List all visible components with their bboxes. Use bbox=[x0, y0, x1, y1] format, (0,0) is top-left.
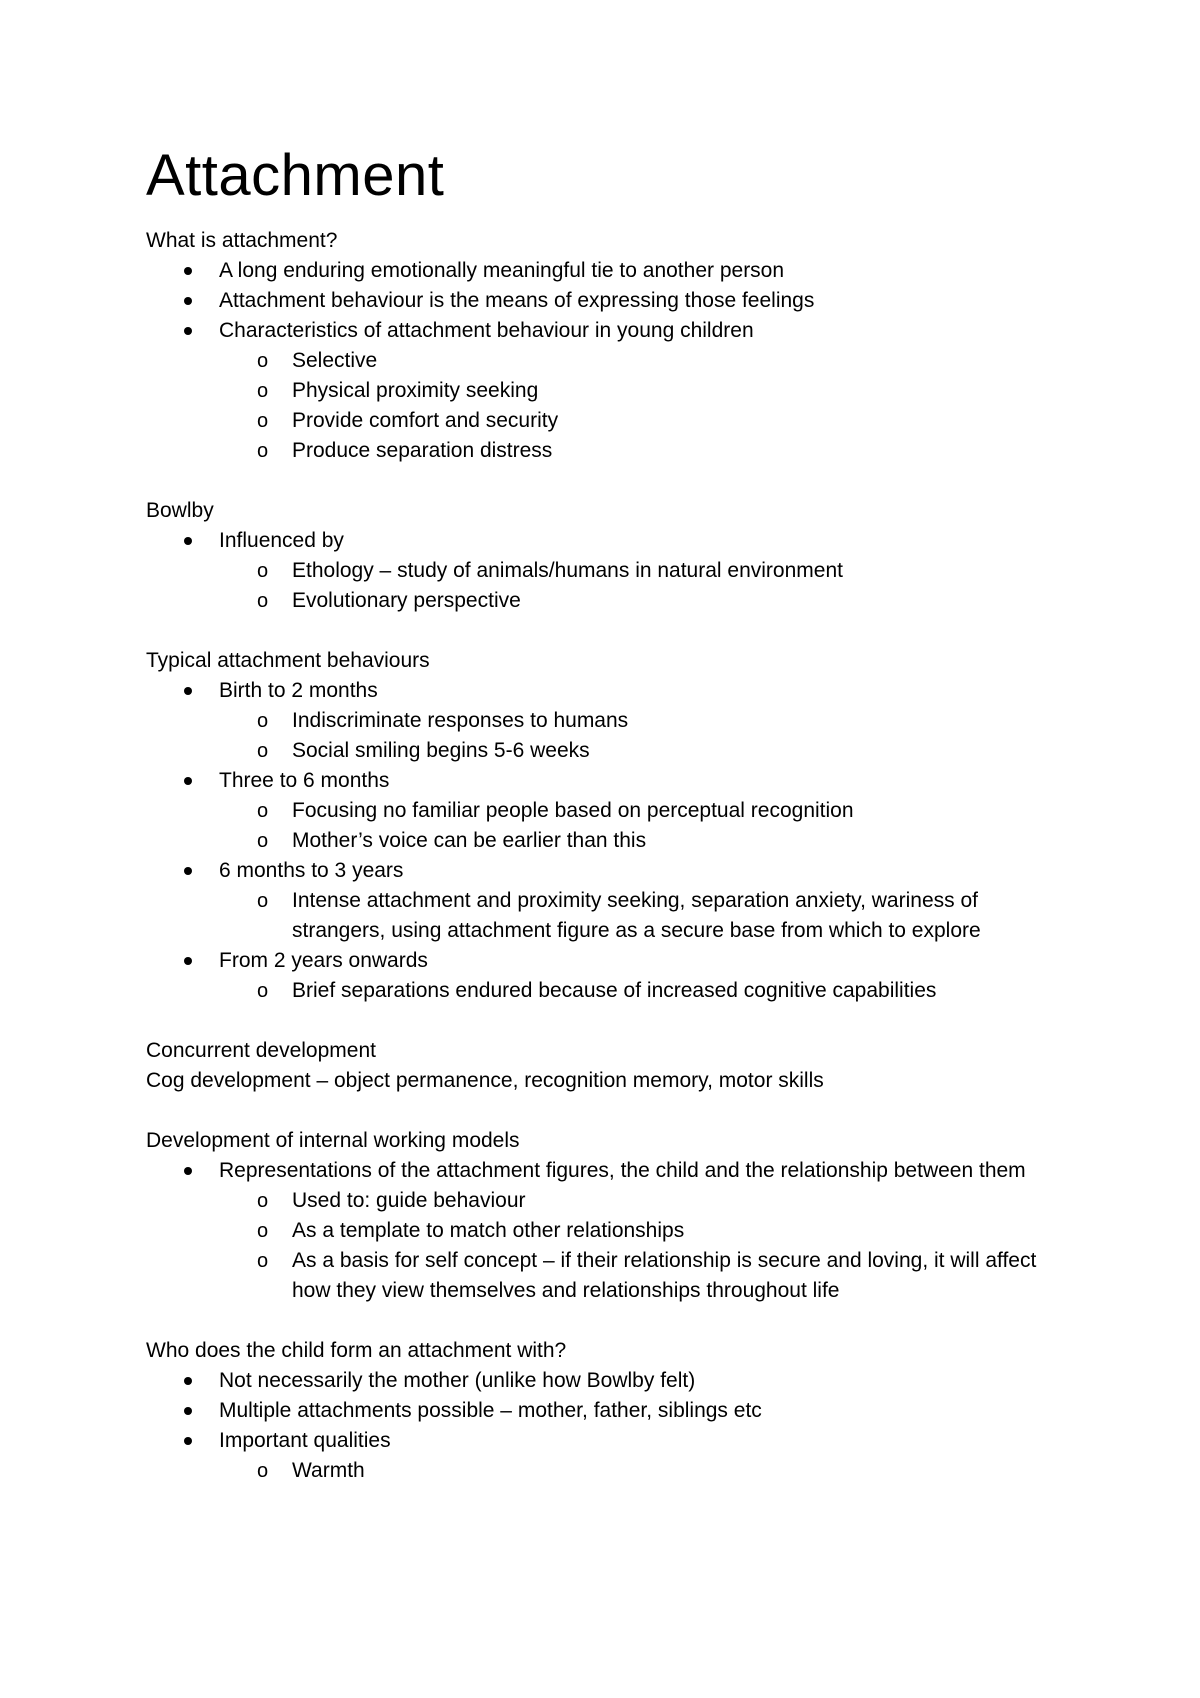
sub-list-item-text: Physical proximity seeking bbox=[292, 379, 539, 402]
circle-bullet-icon: o bbox=[257, 1250, 269, 1272]
circle-bullet-icon: o bbox=[257, 740, 269, 762]
bullet-dot-icon bbox=[184, 1437, 192, 1445]
sub-bullet-list bbox=[219, 796, 1046, 856]
list-item-text: Characteristics of attachment behaviour in young children bbox=[219, 319, 754, 342]
circle-bullet-icon: o bbox=[257, 1460, 269, 1482]
sub-list-item bbox=[219, 976, 1046, 1006]
sub-list-item bbox=[219, 736, 1046, 766]
bullet-dot-icon bbox=[184, 1377, 192, 1385]
section bbox=[146, 496, 1046, 616]
list-item bbox=[146, 856, 1046, 946]
bullet-dot-icon bbox=[184, 687, 192, 695]
sub-list-item-text: Intense attachment and proximity seeking, separation anxiety, wariness of strangers, using attachment figure as a secure base from which to explore bbox=[292, 889, 981, 942]
circle-bullet-icon: o bbox=[257, 980, 269, 1002]
sub-list-item bbox=[219, 826, 1046, 856]
sub-list-item bbox=[219, 436, 1046, 466]
circle-bullet-icon: o bbox=[257, 350, 269, 372]
sub-list-item-text: Produce separation distress bbox=[292, 439, 553, 462]
bullet-dot-icon bbox=[184, 777, 192, 785]
list-item bbox=[146, 1156, 1046, 1306]
list-item-text: 6 months to 3 years bbox=[219, 859, 404, 882]
bullet-dot-icon bbox=[184, 1407, 192, 1415]
list-item bbox=[146, 526, 1046, 616]
sub-bullet-list bbox=[219, 886, 1046, 946]
list-item-text: Not necessarily the mother (unlike how Bowlby felt) bbox=[219, 1369, 696, 1392]
sub-list-item-text: As a template to match other relationships bbox=[292, 1219, 685, 1242]
sub-list-item-text: Ethology – study of animals/humans in natural environment bbox=[292, 559, 843, 582]
bullet-dot-icon bbox=[184, 957, 192, 965]
section-text: Cog development – object permanence, recognition memory, motor skills bbox=[146, 1069, 824, 1092]
section-heading: Typical attachment behaviours bbox=[146, 649, 430, 672]
sub-list-item-text: Mother’s voice can be earlier than this bbox=[292, 829, 647, 852]
section bbox=[146, 1036, 1046, 1096]
list-item bbox=[146, 946, 1046, 1006]
bullet-list bbox=[146, 256, 1046, 466]
list-item-text: Birth to 2 months bbox=[219, 679, 378, 702]
sub-list-item bbox=[219, 346, 1046, 376]
sub-bullet-list bbox=[219, 556, 1046, 616]
list-item bbox=[146, 256, 1046, 286]
sub-list-item-text: Social smiling begins 5-6 weeks bbox=[292, 739, 590, 762]
sub-list-item bbox=[219, 1216, 1046, 1246]
document-title: Attachment bbox=[146, 143, 445, 208]
sub-list-item bbox=[219, 706, 1046, 736]
list-item bbox=[146, 286, 1046, 316]
section-heading: Bowlby bbox=[146, 499, 214, 522]
circle-bullet-icon: o bbox=[257, 410, 269, 432]
list-item-text: Influenced by bbox=[219, 529, 344, 552]
document-page bbox=[146, 140, 1046, 1486]
bullet-list bbox=[146, 676, 1046, 1006]
sub-list-item-text: As a basis for self concept – if their relationship is secure and loving, it will affect how they view themselves and relationships throughout life bbox=[292, 1249, 1037, 1302]
circle-bullet-icon: o bbox=[257, 710, 269, 732]
list-item bbox=[146, 316, 1046, 466]
list-item bbox=[146, 1396, 1046, 1426]
bullet-dot-icon bbox=[184, 297, 192, 305]
sub-bullet-list bbox=[219, 706, 1046, 766]
section bbox=[146, 646, 1046, 1006]
circle-bullet-icon: o bbox=[257, 380, 269, 402]
sub-bullet-list bbox=[219, 1456, 1046, 1486]
circle-bullet-icon: o bbox=[257, 830, 269, 852]
list-item-text: Three to 6 months bbox=[219, 769, 390, 792]
list-item-text: A long enduring emotionally meaningful tie to another person bbox=[219, 259, 785, 282]
bullet-dot-icon bbox=[184, 537, 192, 545]
circle-bullet-icon: o bbox=[257, 890, 269, 912]
section-heading: Development of internal working models bbox=[146, 1129, 520, 1152]
list-item-text: From 2 years onwards bbox=[219, 949, 428, 972]
sub-list-item-text: Evolutionary perspective bbox=[292, 589, 521, 612]
list-item bbox=[146, 676, 1046, 766]
section-heading: What is attachment? bbox=[146, 229, 338, 252]
sub-list-item bbox=[219, 1246, 1046, 1306]
bullet-list bbox=[146, 1366, 1046, 1486]
section-heading: Concurrent development bbox=[146, 1039, 376, 1062]
sub-list-item bbox=[219, 1186, 1046, 1216]
bullet-dot-icon bbox=[184, 867, 192, 875]
sub-bullet-list bbox=[219, 1186, 1046, 1306]
list-item-text: Attachment behaviour is the means of expressing those feelings bbox=[219, 289, 815, 312]
bullet-list bbox=[146, 1156, 1046, 1306]
sub-list-item-text: Warmth bbox=[292, 1459, 365, 1482]
sub-list-item bbox=[219, 796, 1046, 826]
sub-list-item-text: Used to: guide behaviour bbox=[292, 1189, 526, 1212]
circle-bullet-icon: o bbox=[257, 800, 269, 822]
bullet-list bbox=[146, 526, 1046, 616]
sub-list-item-text: Brief separations endured because of increased cognitive capabilities bbox=[292, 979, 937, 1002]
list-item-text: Important qualities bbox=[219, 1429, 391, 1452]
sub-list-item-text: Indiscriminate responses to humans bbox=[292, 709, 629, 732]
section bbox=[146, 226, 1046, 466]
section-heading: Who does the child form an attachment with? bbox=[146, 1339, 567, 1362]
section bbox=[146, 1126, 1046, 1306]
list-item-text: Representations of the attachment figures, the child and the relationship between them bbox=[219, 1159, 1026, 1182]
circle-bullet-icon: o bbox=[257, 440, 269, 462]
bullet-dot-icon bbox=[184, 1167, 192, 1175]
document-body bbox=[146, 226, 1046, 1486]
list-item bbox=[146, 1366, 1046, 1396]
section bbox=[146, 1336, 1046, 1486]
sub-bullet-list bbox=[219, 346, 1046, 466]
sub-bullet-list bbox=[219, 976, 1046, 1006]
circle-bullet-icon: o bbox=[257, 1220, 269, 1242]
sub-list-item bbox=[219, 406, 1046, 436]
sub-list-item-text: Focusing no familiar people based on perceptual recognition bbox=[292, 799, 854, 822]
sub-list-item bbox=[219, 586, 1046, 616]
sub-list-item bbox=[219, 376, 1046, 406]
bullet-dot-icon bbox=[184, 327, 192, 335]
sub-list-item bbox=[219, 1456, 1046, 1486]
circle-bullet-icon: o bbox=[257, 560, 269, 582]
sub-list-item-text: Selective bbox=[292, 349, 378, 372]
sub-list-item-text: Provide comfort and security bbox=[292, 409, 559, 432]
sub-list-item bbox=[219, 556, 1046, 586]
list-item-text: Multiple attachments possible – mother, father, siblings etc bbox=[219, 1399, 762, 1422]
circle-bullet-icon: o bbox=[257, 1190, 269, 1212]
sub-list-item bbox=[219, 886, 1046, 946]
list-item bbox=[146, 766, 1046, 856]
bullet-dot-icon bbox=[184, 267, 192, 275]
list-item bbox=[146, 1426, 1046, 1486]
circle-bullet-icon: o bbox=[257, 590, 269, 612]
